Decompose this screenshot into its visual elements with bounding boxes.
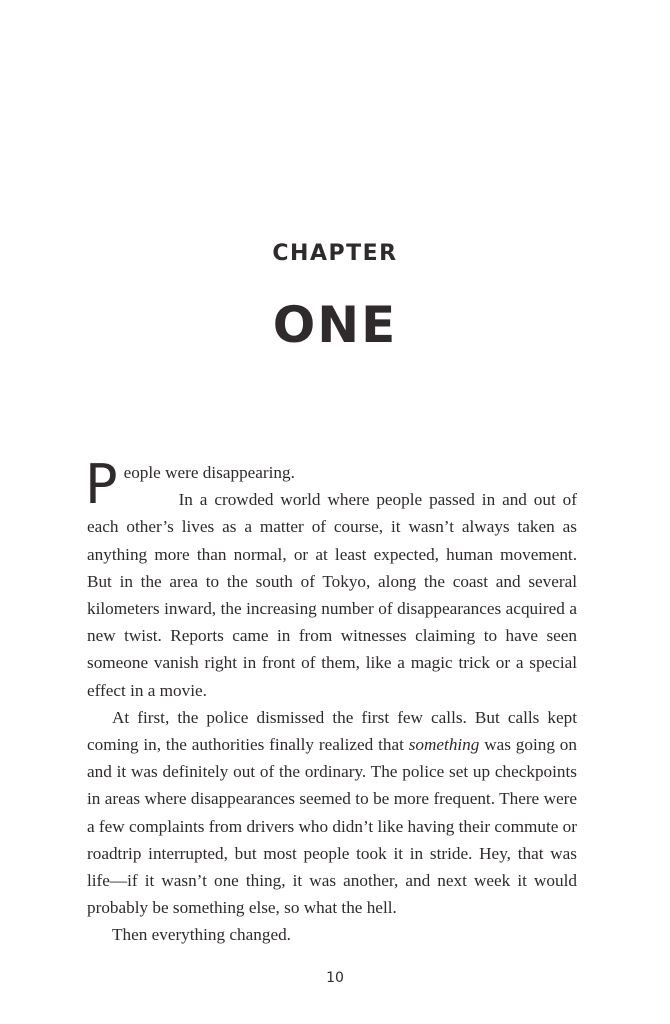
- chapter-number: ONE: [272, 296, 398, 354]
- paragraph-1-text: eople were disappearing.: [123, 463, 295, 482]
- paragraph-2: In a crowded world where people passed in and out of each other’s lives as a matter of course, it wasn’t always taken as anything more than normal, or at least expected, human movement. But in the area to the south of Tokyo, along the coast and several kilometers inward, the increasing number of disappearances acquired a new twist. Reports came in from witnesses claiming to have seen someone vanish right in front of them, like a magic trick or a special effect in a movie.: [87, 490, 577, 700]
- chapter-body: [85, 453, 577, 949]
- paragraph-4: Then everything changed.: [112, 925, 291, 945]
- page-number: 10: [326, 970, 344, 986]
- chapter-label: CHAPTER: [272, 241, 398, 266]
- paragraph-3-italic: something: [408, 735, 480, 755]
- paragraph-3-text-after: was going on and it was definitely out of the ordinary. The police set up checkpoints in areas where disappearances seemed to be more frequent. There were a few complaints from drivers who didn’t like having their commute or roadtrip interrupted, but most people took it in stride. Hey, that was life—if it wasn’t one thing, it was another, and next week it would probably be something else, so what the hell.: [87, 735, 577, 918]
- paragraph-1: [85, 453, 577, 516]
- paragraph-3-text-before: At first, the police dismissed the first few calls. But calls kept coming in, the authorities finally realized that: [87, 707, 577, 755]
- drop-cap: P: [85, 453, 118, 516]
- paragraph-3: [87, 704, 577, 922]
